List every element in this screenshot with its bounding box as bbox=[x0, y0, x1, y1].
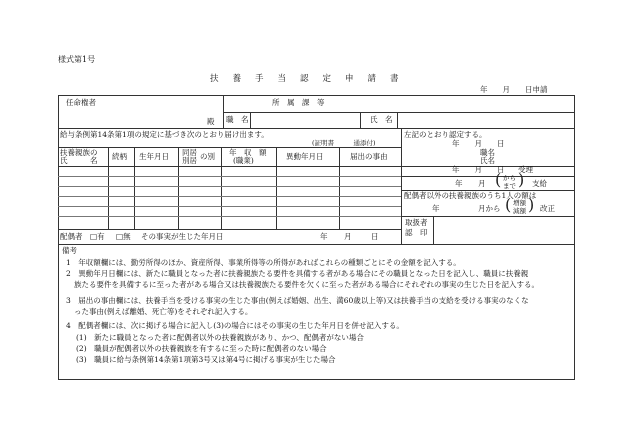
header-cohab-suffix: の別 bbox=[200, 152, 215, 161]
revise-year: 年 bbox=[432, 204, 440, 213]
header-dependent-name-2: 氏 名 bbox=[60, 156, 98, 165]
approver-position: 職名 bbox=[480, 148, 495, 157]
table-bottom bbox=[58, 229, 401, 230]
dono-label: 殿 bbox=[207, 117, 215, 126]
header-relation: 続柄 bbox=[112, 152, 127, 161]
header-cohab-1: 同居 bbox=[182, 148, 197, 157]
note-item: 1 年収額欄には、勤労所得のほか、資産所得、事業所得等の所得があればこれらの種類ごとにその金額を記入する。 bbox=[66, 258, 461, 267]
increase-brace-left: ( bbox=[505, 195, 512, 214]
note-item: 4 配偶者欄には、次に掲げる場合に記入し(3)の場合にはその事実の生じた年月日を併せ記入する。 bbox=[66, 321, 404, 330]
position-label: 職 名 bbox=[226, 115, 249, 124]
handler-label-2: 認 印 bbox=[405, 228, 428, 237]
from-until-brace-left: ( bbox=[495, 170, 502, 189]
header-birth-date: 生年月日 bbox=[139, 152, 169, 161]
approval-statement: 左記のとおり認定する。 bbox=[404, 130, 487, 139]
handler-divider bbox=[433, 216, 434, 245]
dept-line bbox=[223, 112, 575, 113]
department-label: 所 属 課 等 bbox=[272, 98, 325, 107]
notes-header: 備考 bbox=[62, 246, 77, 255]
note-item: (3) 職員に給与条例第14条第1項第3号又は第4号に掲げる事実が生じた場合 bbox=[76, 355, 336, 364]
applicant-bottom-line bbox=[58, 128, 575, 129]
appointer-label: 任命権者 bbox=[66, 98, 96, 107]
from-label: から bbox=[503, 174, 516, 182]
until-label: まで bbox=[503, 182, 516, 190]
approval-line-4 bbox=[401, 216, 575, 217]
position-divider bbox=[250, 112, 251, 128]
note-item: った事由(例えば離婚、死亡等)をそれぞれ記入する。 bbox=[74, 307, 253, 316]
received-date: 年 月 日 bbox=[452, 165, 505, 174]
form-number: 様式第1号 bbox=[58, 55, 96, 64]
table-row bbox=[58, 176, 401, 177]
approver-name: 氏名 bbox=[480, 156, 495, 165]
note-item: (1) 新たに職員となった者に配偶者以外の扶養親族があり、かつ、配偶者がない場合 bbox=[76, 333, 364, 342]
header-income-1: 年 収 額 bbox=[229, 148, 267, 157]
spouse-month: 月 bbox=[344, 232, 352, 241]
header-income-2: (職業) bbox=[233, 156, 254, 165]
pay-label: 支給 bbox=[532, 179, 547, 188]
pay-start-month: 月 bbox=[478, 179, 486, 188]
revise-month-from: 月から bbox=[478, 204, 501, 213]
note-item: (2) 職員が配偶者以外の扶養親族を有するに至った時に配偶者のない場合 bbox=[76, 344, 327, 353]
spouse-yes-checkbox[interactable]: □有 bbox=[90, 232, 105, 241]
name-divider-left bbox=[360, 112, 361, 128]
revise-label: 改正 bbox=[540, 204, 555, 213]
approval-date: 年 月 日 bbox=[452, 139, 505, 148]
table-header-bottom bbox=[58, 166, 401, 167]
spouse-label: 配偶者 bbox=[60, 232, 83, 241]
certificate-note: (証明書 通添付) bbox=[312, 139, 376, 147]
pay-start-year: 年 bbox=[455, 179, 463, 188]
table-row bbox=[58, 196, 401, 197]
table-row bbox=[58, 216, 401, 217]
note-item: 族たる要件を具備するに至った者がある場合又は扶養親族たる要件を欠くに至った者がある場合にそれぞれの事実の生じた日を記入する。 bbox=[74, 280, 539, 289]
spouse-event-label: その事実が生じた年月日 bbox=[141, 232, 224, 241]
header-cohab-2: 別居 bbox=[182, 156, 197, 165]
note-item: 2 異動年月日欄には、新たに職員となった者に扶養親族たる要件を具備する者がある場合にその職員となった日を記入し、職員に扶養親 bbox=[66, 269, 529, 278]
name-label: 氏 名 bbox=[370, 115, 393, 124]
page-title: 扶養手当認定申請書 bbox=[210, 74, 413, 84]
other-dependents-label: 配偶者以外の扶養親族のうち1人の額は bbox=[404, 191, 537, 200]
spouse-no-checkbox[interactable]: □無 bbox=[116, 232, 131, 241]
table-row bbox=[58, 186, 401, 187]
increase-brace-right: ) bbox=[528, 195, 535, 214]
table-row bbox=[58, 206, 401, 207]
note-item: 3 届出の事由欄には、扶養手当を受ける事実の生じた事由(例えば婚姻、出生、満60歳以上等)又は扶養手当の支給を受ける事実のなくな bbox=[66, 296, 529, 305]
statement-text: 給与条例第14条第1項の規定に基づき次のとおり届け出ます。 bbox=[60, 130, 269, 139]
spouse-year: 年 bbox=[320, 232, 328, 241]
received-label: 受理 bbox=[518, 165, 533, 174]
approval-line-2 bbox=[401, 176, 575, 177]
increase-label: 増額 bbox=[513, 199, 526, 207]
spouse-day: 日 bbox=[371, 232, 379, 241]
application-date: 年 月 日申請 bbox=[480, 85, 548, 94]
name-divider-right bbox=[397, 112, 398, 128]
right-panel-divider bbox=[401, 128, 402, 245]
handler-label-1: 取扱者 bbox=[405, 218, 428, 227]
header-reason: 届出の事由 bbox=[350, 152, 388, 161]
from-until-brace-right: ) bbox=[518, 170, 525, 189]
decrease-label: 減額 bbox=[513, 207, 526, 215]
header-change-date: 異動年月日 bbox=[286, 152, 324, 161]
header-dependent-name-1: 扶養親族の bbox=[60, 148, 98, 157]
